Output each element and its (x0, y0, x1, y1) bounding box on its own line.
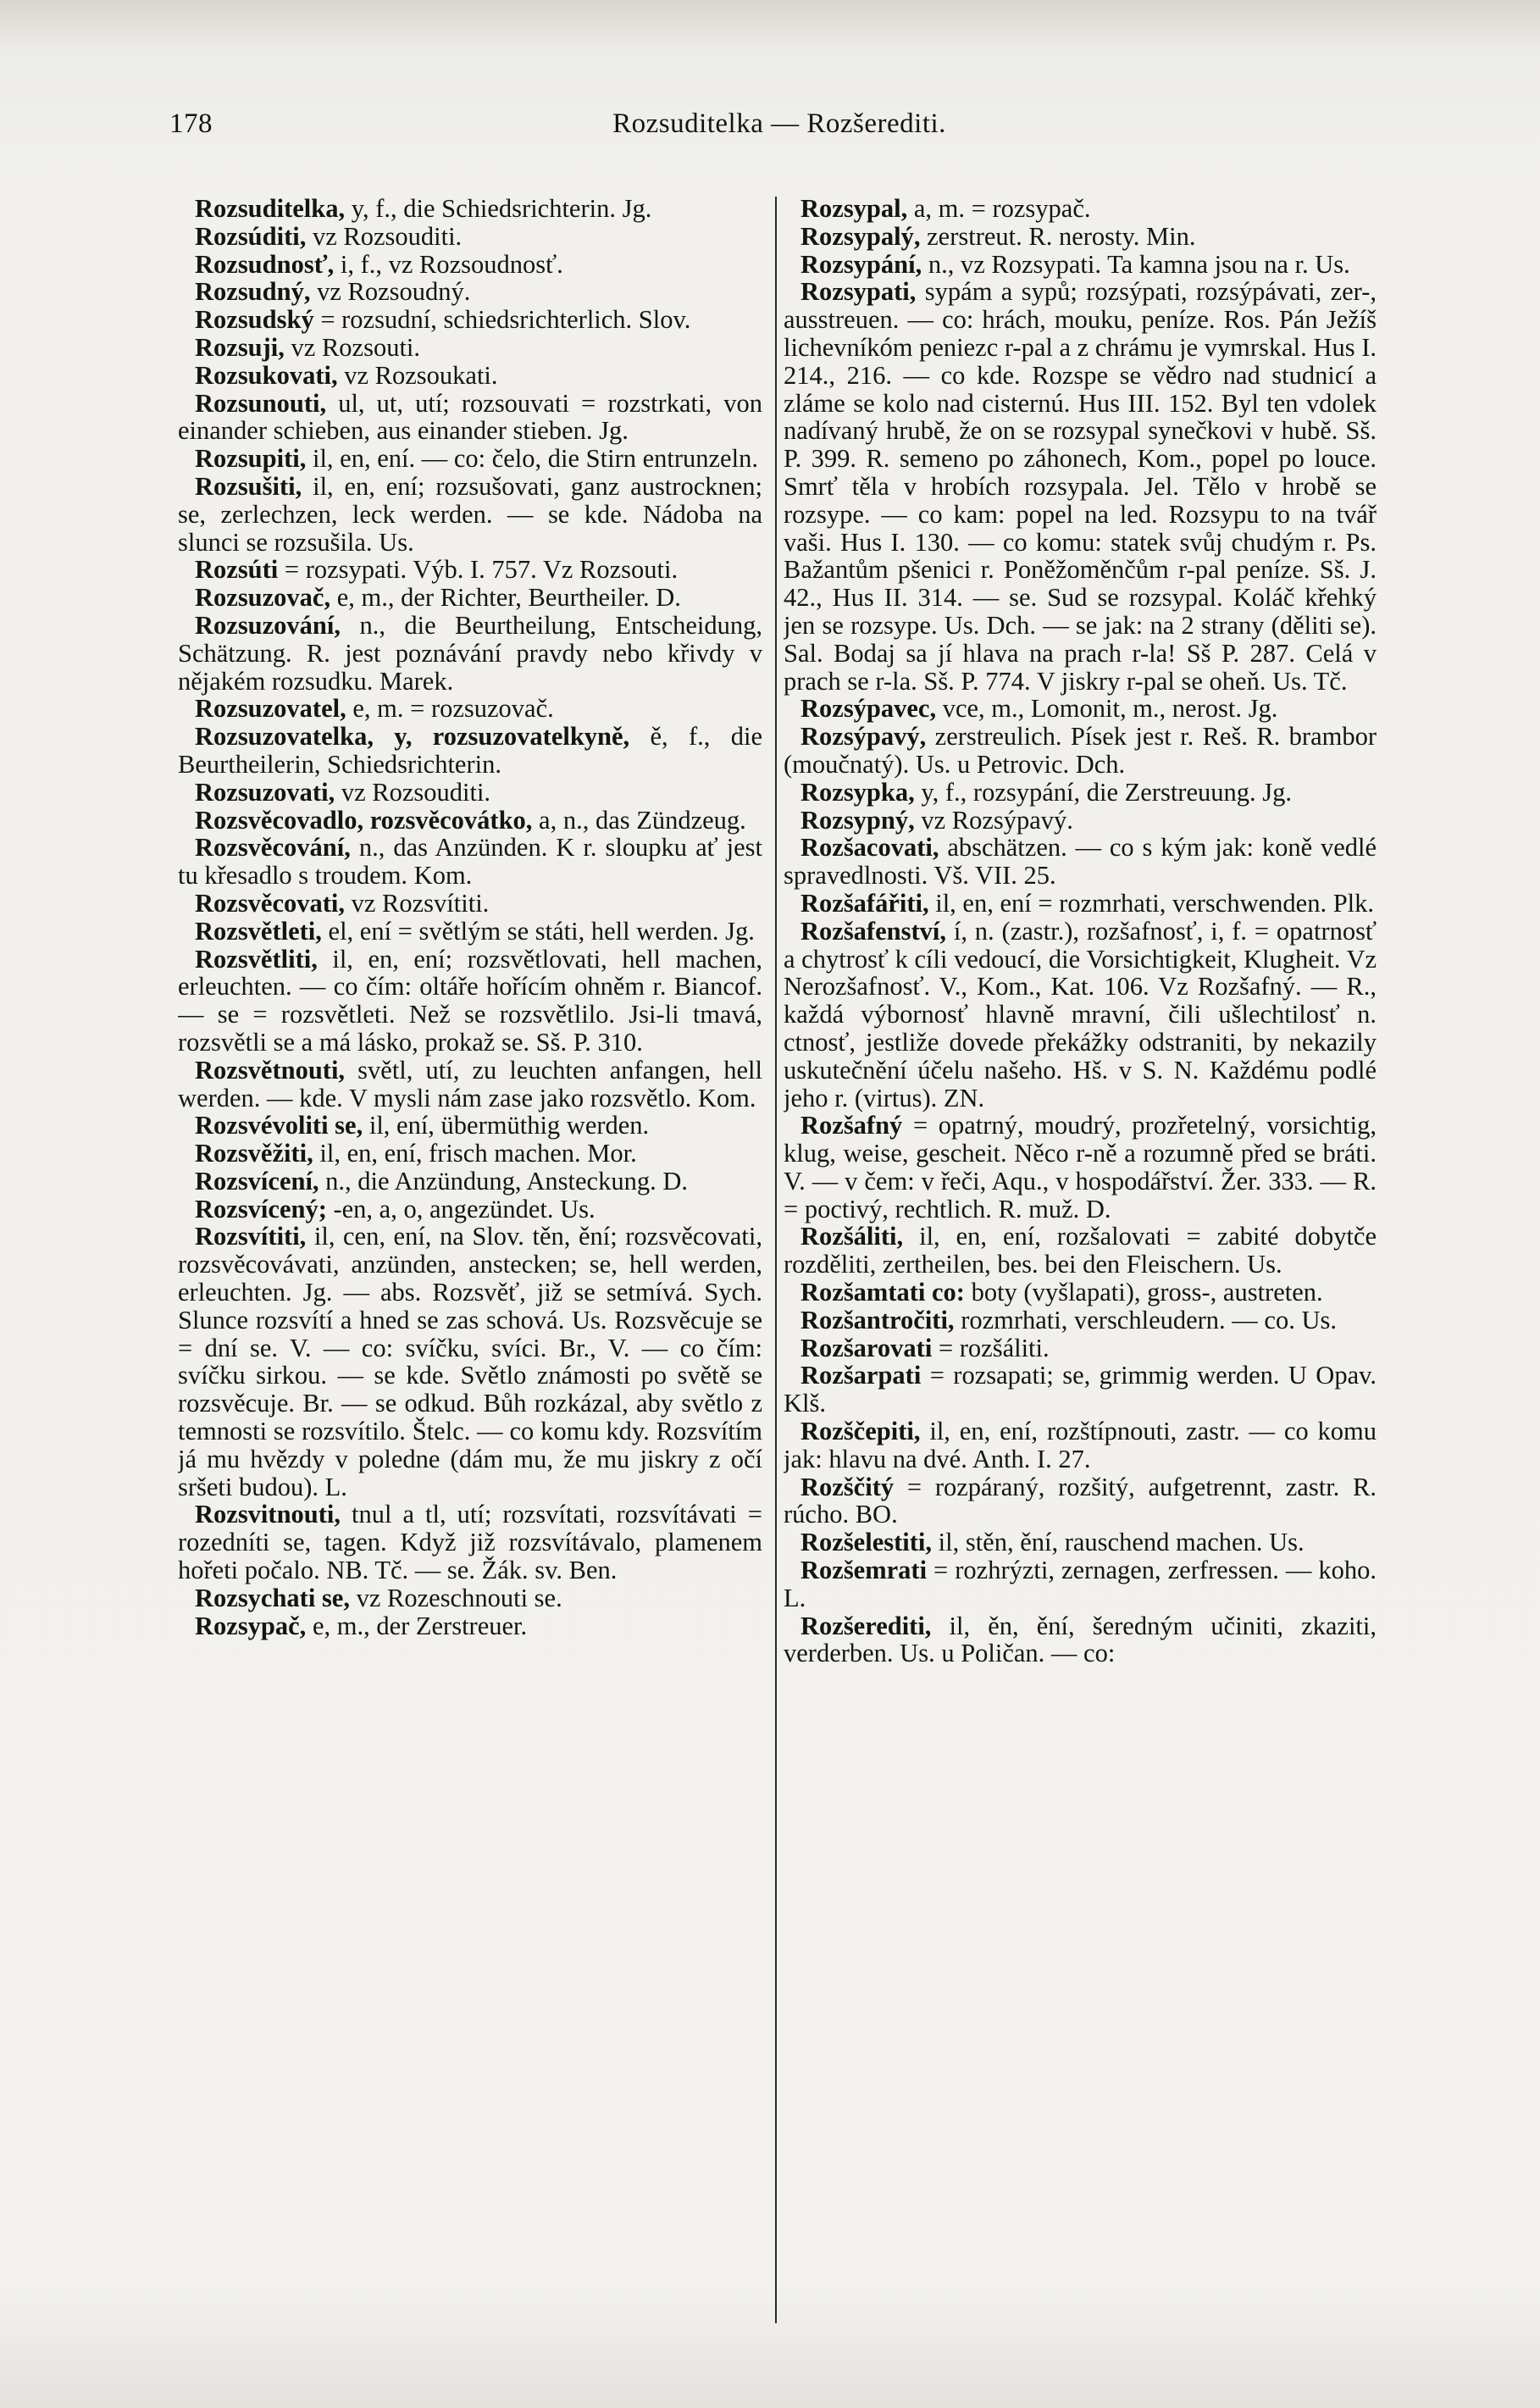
entry-headword: Rozsvětnouti, (195, 1055, 346, 1085)
entry-definition: il, en, ení; rozsušovati, ganz austrocknen; se, zerlechzen, leck werden. — se kde. Nádoba na slunci se rozsušila. Us. (178, 471, 762, 557)
entry-definition: il, cen, ení, na Slov. těn, ění; rozsvěcovati, rozsvěcovávati, anzünden, anstecken; se, hell werden, erleuchten. Jg. — abs. Rozsvěť, již se setmívá. Sych. Slunce rozsvítí a hned se zas schová. Us. Rozsvěcuje se = dní se. V. — co: svíčku, svíci. Br., V. — co čím: svíčku sirkou. — se kde. Světlo známosti po světě se rozsvěcuje. Br. — se odkud. Bůh rozkázal, aby světlo z temnosti se rozsvítilo. Štelc. — co komu kdy. Rozsvítím já mu hvězdy v poledne (dám mu, že mu jiskry z očí sršeti budou). L. (178, 1222, 762, 1501)
entry-definition: n., die Beurtheilung, Entscheidung, Schätzung. R. jest poznávání pravdy nebo křivdy v nějakém rozsudku. Marek. (178, 610, 762, 696)
entry-headword: Rozsuzovati, (195, 777, 335, 807)
dictionary-entry (784, 195, 1377, 223)
entry-definition: il, en, ení; rozsvětlovati, hell machen, erleuchten. — co čím: oltáře hořícím ohněm r. Biancof. — se = rozsvětleti. Než se rozsvětlilo. Jsi-li tmavá, rozsvětli se a má lásko, prokaž se. Sš. P. 310. (178, 944, 762, 1057)
entry-headword: Rozsuditelka, (195, 195, 346, 223)
dictionary-entry (784, 1362, 1377, 1418)
entry-definition: vz Rozeschnouti se. (356, 1583, 562, 1612)
entry-headword: Rozšamtati co: (800, 1278, 965, 1307)
entry-definition: abschätzen. — co s kým jak: koně vedlé spravedlnosti. Vš. VII. 25. (784, 833, 1377, 891)
entry-headword: Rozšafářiti, (800, 888, 929, 918)
dictionary-entry (178, 918, 762, 946)
dictionary-entry (178, 1140, 762, 1168)
dictionary-entry (784, 1334, 1377, 1362)
entry-definition: e, m., der Richter, Beurtheiler. D. (336, 583, 681, 613)
entry-headword: Rozsvícení, (195, 1166, 319, 1196)
entry-definition: il, en, ení, frisch machen. Mor. (319, 1139, 637, 1168)
entry-definition: e, m., der Zerstreuer. (312, 1611, 528, 1640)
dictionary-entry (784, 1418, 1377, 1473)
dictionary-entry (784, 834, 1377, 890)
entry-definition: = rozšáliti. (938, 1333, 1050, 1362)
entry-headword: Rozsvěcování, (195, 833, 351, 863)
dictionary-entry (178, 1196, 762, 1223)
entry-headword: Rozšafenství, (800, 916, 946, 946)
entry-definition: n., die Anzündung, Ansteckung. D. (325, 1166, 688, 1196)
entry-definition: n., das Anzünden. K r. sloupku ať jest tu křesadlo s troudem. Kom. (178, 833, 762, 891)
entry-headword: Rozsypka, (800, 777, 915, 807)
dictionary-entry (784, 918, 1377, 1112)
entry-definition: a, m. = rozsypač. (913, 195, 1091, 223)
dictionary-entry (178, 1584, 762, 1612)
entry-headword: Rozsypal, (800, 195, 908, 223)
entry-definition: sypám a sypů; rozsýpati, rozsýpávati, zer-, ausstreuen. — co: hrách, mouku, peníze. Ros. Pán Ježíš lichevníkóm peniezc r-pal a z chrámu je vymrskal. Hus I. 214., 216. — co kde. Rozspe se vědro nad studnicí a zláme se kolo nad cisternú. Hus III. 152. Byl ten vdolek nadívaný hrubě, že on se rozsypal synečkovi v hubě. Sš. P. 399. R. semeno po záhonech, Kom., popel po louce. Smrť těla v hrobích rozsypala. Jel. Tělo v hrobě se rozsype. — co kam: popel na led. Rozsypu to na tvář vaši. Hus I. 130. — co komu: statek svůj chudým r. Ps. Bažantům pšenici r. Poněžoměnčům r-pal peníze. Sš. J. 42., Hus II. 314. — se. Sud se rozsypal. Koláč křehký jen se rozsype. Us. Dch. — se jak: na 2 strany (děliti se). Sal. Bodaj sa jí hlava na prach r-la! Sš P. 287. Celá v prach se r-la. Sš. P. 774. V jiskry r-pal se oheň. Us. Tč. (784, 277, 1377, 696)
dictionary-entry (784, 1473, 1377, 1529)
dictionary-entry (178, 1501, 762, 1584)
entry-headword: Rozšarovati (800, 1333, 933, 1362)
entry-headword: Rozšacovati, (800, 833, 939, 863)
entry-definition: il, ěn, ění, šeredným učiniti, zkaziti, verderben. Us. u Poličan. — co: (784, 1611, 1377, 1668)
dictionary-entry (784, 807, 1377, 835)
entry-headword: Rozsudský (195, 305, 314, 335)
entry-headword: Rozsukovati, (195, 360, 338, 390)
dictionary-entry (784, 723, 1377, 779)
entry-headword: Rozsuzovatel, (195, 694, 346, 724)
entry-headword: Rozsýpavý, (800, 722, 927, 752)
entry-headword: Rozšafný (800, 1111, 903, 1140)
entry-definition: tnul a tl, utí; rozsvítati, rozsvítávati = rozedníti se, tagen. Když již rozsvítávalo, plamenem hořeti počalo. NB. Tč. — se. Žák. sv. Ben. (178, 1500, 762, 1585)
dictionary-entry (178, 1612, 762, 1640)
entry-headword: Rozsvětleti, (195, 916, 322, 946)
entry-headword: Rozsypač, (195, 1611, 307, 1640)
dictionary-entry (178, 390, 762, 446)
dictionary-entry (784, 251, 1377, 279)
entry-definition: í, n. (zastr.), rozšafnosť, i, f. = opatrnosť a chytrosť k cíli vedoucí, die Vorsichtigkeit, Klugheit. Vz Nerozšafnosť. V., Kom., Kat. 106. Vz Rozšafný. — R., každá výbornosť hlavně mravní, čili ušlechtilosť n. ctnosť, jestliže dovede překážky odstraniti, by nekazily uskutečnění účelu našeho. Hš. v S. N. Každému podlé jeho r. (virtus). ZN. (784, 916, 1377, 1112)
dictionary-entry (178, 807, 762, 835)
dictionary-entry (178, 556, 762, 584)
entry-definition: = rozsypati. Výb. I. 757. Vz Rozsouti. (284, 555, 679, 585)
entry-headword: Rozsychati se, (195, 1583, 350, 1612)
dictionary-entry (178, 1112, 762, 1140)
dictionary-entry (784, 1279, 1377, 1307)
entry-headword: Rozsypati, (800, 277, 917, 307)
entry-headword: Rozsvěžiti, (195, 1139, 313, 1168)
dictionary-entry (784, 1223, 1377, 1279)
entry-headword: Rozsuzovatelka, y, rozsuzovatelkyně, (195, 722, 630, 752)
entry-headword: Rozšarpati (800, 1361, 922, 1390)
entry-headword: Rozšáliti, (800, 1222, 904, 1251)
page-number: 178 (169, 108, 213, 139)
entry-definition: = rozsudní, schiedsrichterlich. Slov. (320, 305, 691, 335)
dictionary-entry (178, 306, 762, 334)
entry-headword: Rozsvěcovadlo, rozsvěcovátko, (195, 805, 533, 835)
entry-headword: Rozsuzování, (195, 610, 341, 640)
dictionary-entry (178, 251, 762, 279)
dictionary-entry (178, 1223, 762, 1501)
entry-headword: Rozsušiti, (195, 471, 302, 501)
dictionary-entry (784, 223, 1377, 251)
entry-definition: il, en, ení. — co: čelo, die Stirn entrunzeln. (312, 444, 758, 474)
entry-headword: Rozsvitnouti, (195, 1500, 341, 1529)
dictionary-entry (784, 1529, 1377, 1556)
entry-definition: ě, f., die Beurtheilerin, Schiedsrichterin. (178, 722, 762, 779)
entry-definition: vz Rozsouditi. (341, 777, 491, 807)
entry-headword: Rozsunouti, (195, 388, 327, 418)
entry-headword: Rozsúti (195, 555, 279, 585)
dictionary-entry (178, 473, 762, 556)
entry-headword: Rozšantročiti, (800, 1305, 955, 1334)
entry-headword: Rozsvítiti, (195, 1222, 307, 1251)
entry-definition: vz Rozsýpavý. (921, 805, 1073, 835)
dictionary-entry (178, 334, 762, 362)
entry-definition: vz Rozsvítiti. (351, 888, 490, 918)
dictionary-entry (784, 890, 1377, 918)
entry-headword: Rozsypalý, (800, 221, 921, 251)
entry-definition: světl, utí, zu leuchten anfangen, hell werden. — kde. V mysli nám zase jako rozsvětlo. Kom. (178, 1055, 762, 1112)
dictionary-entry (784, 1307, 1377, 1334)
entry-definition: e, m. = rozsuzovač. (352, 694, 554, 724)
dictionary-entry (784, 278, 1377, 695)
entry-headword: Rozsudnosť, (195, 249, 335, 279)
dictionary-entry (784, 779, 1377, 807)
dictionary-entry (178, 362, 762, 390)
entry-definition: vz Rozsouditi. (312, 221, 463, 251)
entry-definition: = rozsapati; se, grimmig werden. U Opav. Klš. (784, 1361, 1377, 1418)
left-column (178, 195, 762, 2347)
entry-headword: Rozsýpavec, (800, 694, 937, 724)
entry-definition: = rozhrýzti, zernagen, zerfressen. — koho. L. (784, 1556, 1377, 1612)
dictionary-entry (178, 946, 762, 1057)
dictionary-entry (178, 612, 762, 695)
entry-definition: el, ení = světlým se státi, hell werden. Jg. (328, 916, 755, 946)
entry-definition: boty (vyšlapati), gross-, austreten. (971, 1278, 1323, 1307)
entry-headword: Rozsudný, (195, 277, 311, 307)
entry-definition: -en, a, o, angezündet. Us. (333, 1194, 596, 1223)
entry-definition: il, ení, übermüthig werden. (368, 1111, 650, 1140)
entry-definition: zerstreut. R. nerosty. Min. (927, 221, 1196, 251)
entry-definition: i, f., vz Rozsoudnosť. (340, 249, 563, 279)
running-head: Rozsuditelka — Rozšerediti. (612, 108, 946, 139)
entry-headword: Rozščitý (800, 1472, 895, 1501)
entry-definition: il, en, ení, rozštípnouti, zastr. — co komu jak: hlavu na dvé. Anth. I. 27. (784, 1417, 1377, 1473)
entry-headword: Rozsypání, (800, 249, 922, 279)
entry-definition: vz Rozsoudný. (317, 277, 471, 307)
dictionary-entry (178, 1168, 762, 1196)
dictionary-entry (178, 445, 762, 473)
entry-headword: Rozsupiti, (195, 444, 307, 474)
entry-headword: Rozšelestiti, (800, 1528, 932, 1557)
right-column (784, 195, 1377, 2347)
entry-definition: n., vz Rozsypati. Ta kamna jsou na r. Us. (928, 249, 1350, 279)
page-header (169, 108, 1389, 159)
entry-headword: Rozsypný, (800, 805, 915, 835)
dictionary-entry (784, 695, 1377, 723)
entry-headword: Rozsvěcovati, (195, 888, 346, 918)
dictionary-entry (178, 779, 762, 807)
dictionary-entry (178, 834, 762, 890)
entry-definition: a, n., das Zündzeug. (539, 805, 746, 835)
dictionary-entry (178, 195, 762, 223)
entry-definition: y, f., rozsypání, die Zerstreuung. Jg. (921, 777, 1292, 807)
dictionary-entry (784, 1112, 1377, 1223)
dictionary-entry (178, 584, 762, 612)
entry-headword: Rozsvévoliti se, (195, 1111, 363, 1140)
entry-definition: vz Rozsouti. (291, 332, 421, 362)
entry-headword: Rozsvícený; (195, 1194, 327, 1223)
entry-headword: Rozšemrati (800, 1556, 928, 1585)
dictionary-entry (178, 223, 762, 251)
entry-definition: vz Rozsoukati. (344, 360, 498, 390)
entry-definition: zerstreulich. Písek jest r. Reš. R. brambor (moučnatý). Us. u Petrovic. Dch. (784, 722, 1377, 779)
dictionary-entry (178, 890, 762, 918)
entry-definition: il, en, ení, rozšalovati = zabité dobytče rozděliti, zertheilen, bes. bei den Fleischern. Us. (784, 1222, 1377, 1279)
entry-definition: = opatrný, moudrý, prozřetelný, vorsichtig, klug, weise, gescheit. Něco r-ně a rozumně před se bráti. V. — v čem: v řeči, Aqu., v hospodářství. Žer. 333. — R. = poctivý, rechtlich. R. muž. D. (784, 1111, 1377, 1223)
dictionary-entry (784, 1612, 1377, 1668)
entry-headword: Rozšerediti, (800, 1611, 932, 1640)
entry-definition: vce, m., Lomonit, m., nerost. Jg. (942, 694, 1278, 724)
dictionary-entry (178, 695, 762, 723)
column-divider (775, 197, 777, 2323)
entry-definition: rozmrhati, verschleudern. — co. Us. (961, 1305, 1337, 1334)
entry-headword: Rozsuji, (195, 332, 285, 362)
entry-definition: il, stěn, ění, rauschend machen. Us. (938, 1528, 1305, 1557)
entry-definition: ul, ut, utí; rozsouvati = rozstrkati, von einander schieben, aus einander stieben. Jg. (178, 388, 762, 446)
entry-definition: y, f., die Schiedsrichterin. Jg. (351, 195, 652, 223)
dictionary-entry (178, 1057, 762, 1112)
entry-headword: Rozsúditi, (195, 221, 307, 251)
entry-headword: Rozščepiti, (800, 1417, 921, 1446)
dictionary-entry (178, 278, 762, 306)
entry-headword: Rozsuzovač, (195, 583, 331, 613)
entry-definition: = rozpáraný, rozšitý, aufgetrennt, zastr. R. rúcho. BO. (784, 1472, 1377, 1529)
dictionary-entry (784, 1556, 1377, 1612)
entry-headword: Rozsvětliti, (195, 944, 318, 974)
dictionary-entry (178, 723, 762, 779)
entry-definition: il, en, ení = rozmrhati, verschwenden. Plk. (935, 888, 1375, 918)
